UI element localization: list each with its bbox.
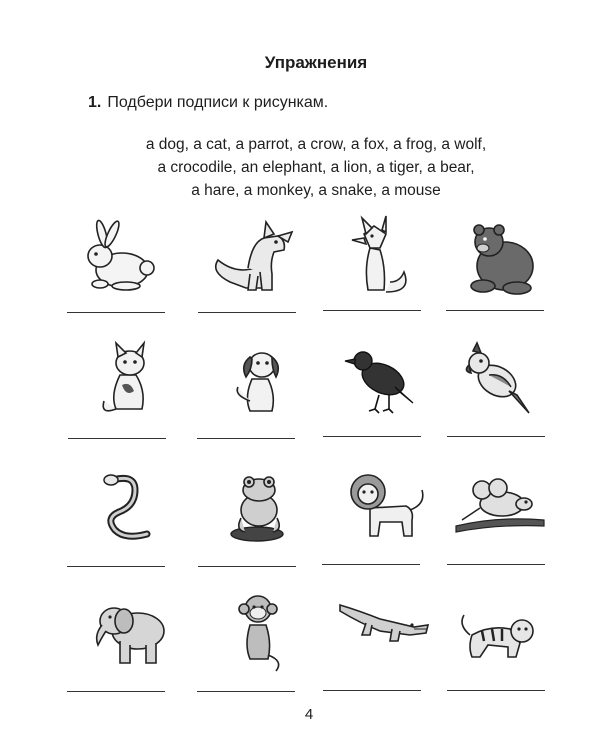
answer-line[interactable] <box>67 312 165 313</box>
dog-icon <box>210 335 320 425</box>
parrot-icon <box>447 335 557 425</box>
fox-icon <box>320 212 430 302</box>
bear-picture <box>445 212 555 312</box>
answer-line[interactable] <box>446 310 544 311</box>
task-instruction <box>88 94 328 112</box>
answer-line[interactable] <box>447 690 545 691</box>
crow-picture <box>335 335 445 435</box>
answer-line[interactable] <box>198 566 296 567</box>
hare-icon <box>62 212 172 302</box>
crow-icon <box>335 335 445 425</box>
word-bank-line: a dog, a cat, a parrot, a crow, a fox, a frog, a wolf, <box>145 136 487 153</box>
snake-icon <box>75 460 185 550</box>
tiger-icon <box>450 585 560 675</box>
answer-line[interactable] <box>323 690 421 691</box>
snake-picture <box>75 460 185 560</box>
word-bank-line: a hare, a monkey, a snake, a mouse <box>191 182 441 199</box>
frog-icon <box>205 460 315 550</box>
word-bank-line: a crocodile, an elephant, a lion, a tiger, a bear, <box>157 159 475 176</box>
task-number: 1. <box>88 94 102 111</box>
page-number: 4 <box>304 706 314 723</box>
answer-line[interactable] <box>447 564 545 565</box>
monkey-icon <box>210 585 320 675</box>
bear-icon <box>445 212 555 302</box>
mouse-icon <box>448 460 558 550</box>
wolf-picture <box>200 212 310 312</box>
crocodile-icon <box>330 585 440 675</box>
answer-line[interactable] <box>67 691 165 692</box>
answer-line[interactable] <box>67 566 165 567</box>
word-bank <box>0 133 600 202</box>
crocodile-picture <box>330 585 440 685</box>
lion-icon <box>330 460 440 550</box>
answer-line[interactable] <box>322 564 420 565</box>
mouse-picture <box>448 460 558 560</box>
cat-picture <box>80 335 190 435</box>
dog-picture <box>210 335 320 435</box>
exercises-heading: Упражнения <box>264 53 368 72</box>
frog-picture <box>205 460 315 560</box>
monkey-picture <box>210 585 320 685</box>
answer-line[interactable] <box>197 691 295 692</box>
hare-picture <box>62 212 172 312</box>
elephant-picture <box>80 585 190 685</box>
answer-line[interactable] <box>323 310 421 311</box>
fox-picture <box>320 212 430 312</box>
answer-line[interactable] <box>198 312 296 313</box>
tiger-picture <box>450 585 560 685</box>
cat-icon <box>80 335 190 425</box>
lion-picture <box>330 460 440 560</box>
answer-line[interactable] <box>447 436 545 437</box>
parrot-picture <box>447 335 557 435</box>
answer-line[interactable] <box>323 436 421 437</box>
wolf-icon <box>200 212 310 302</box>
answer-line[interactable] <box>197 438 295 439</box>
task-text: Подбери подписи к рисункам. <box>107 94 329 111</box>
elephant-icon <box>80 585 190 675</box>
answer-line[interactable] <box>68 438 166 439</box>
